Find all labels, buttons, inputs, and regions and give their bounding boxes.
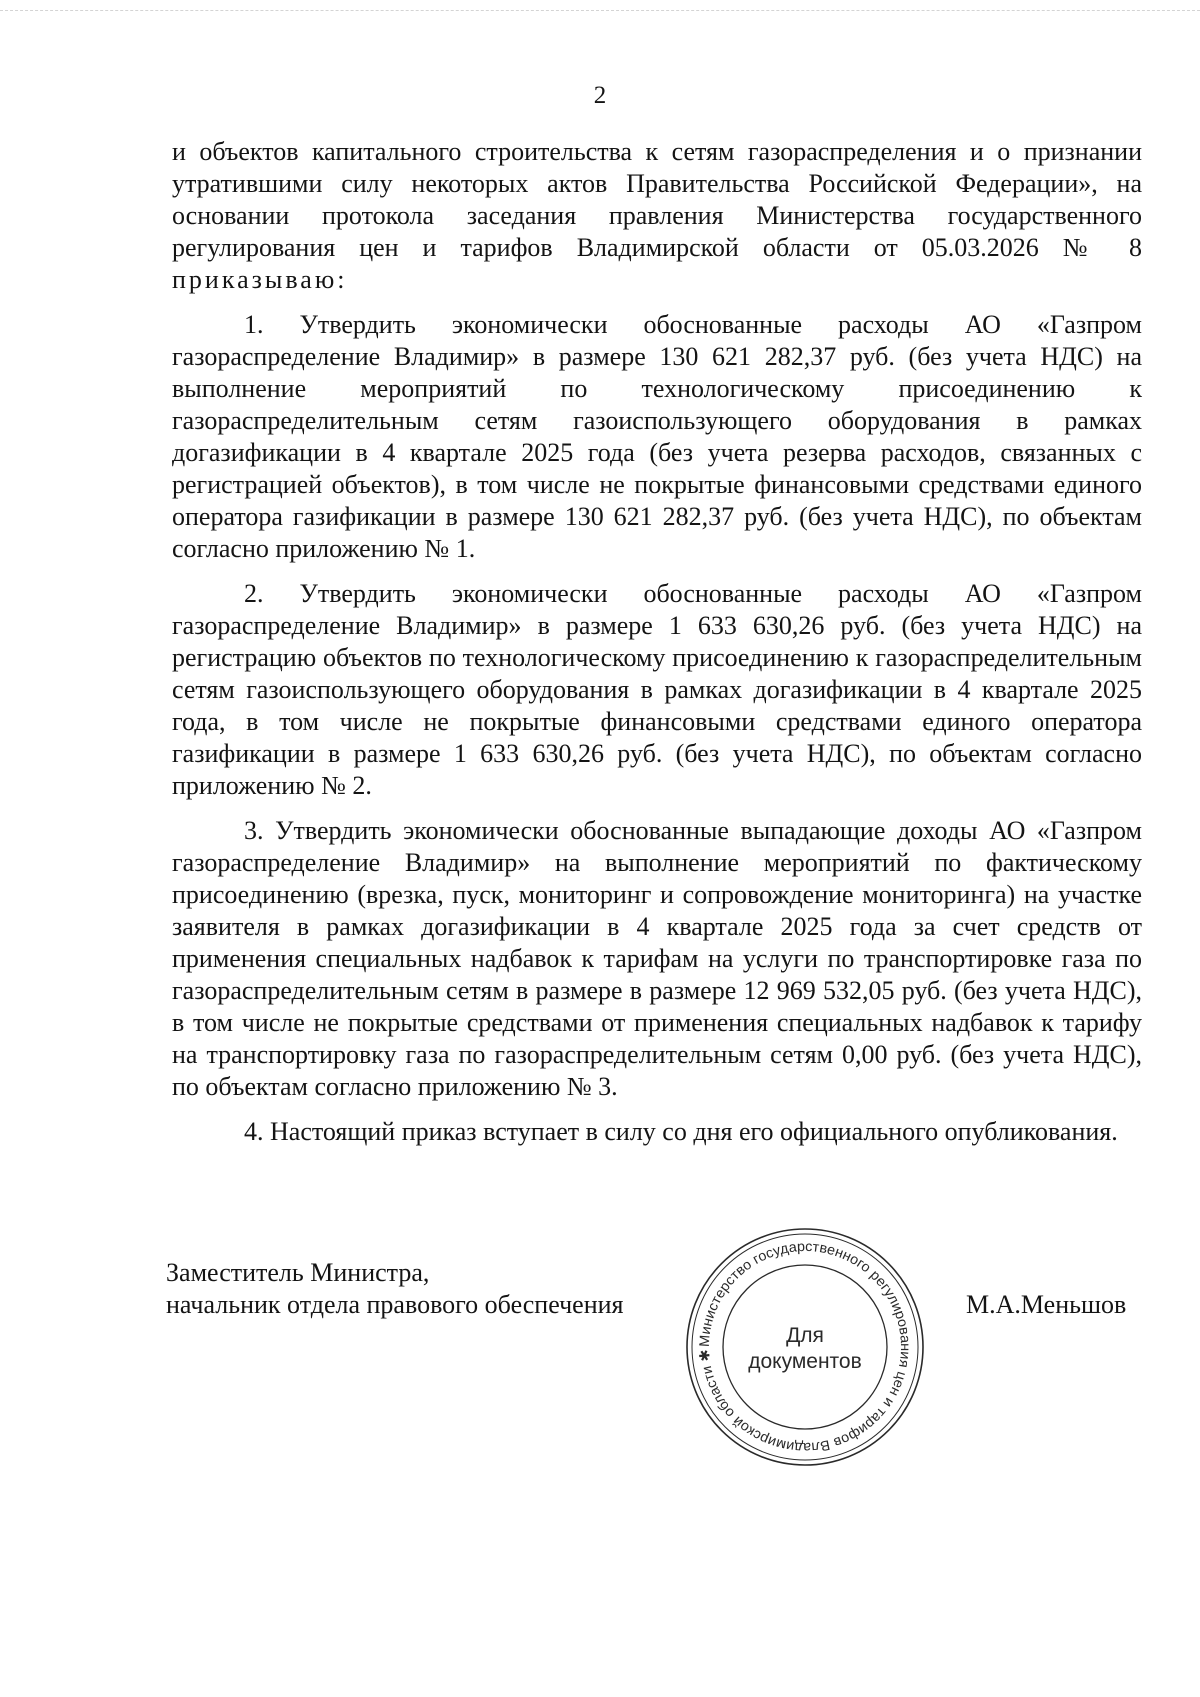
scan-edge-line: [0, 10, 1200, 11]
signer-name: М.А.Меньшов: [966, 1290, 1127, 1319]
signature-block: [166, 1257, 624, 1321]
stamp-center-line1: Для: [786, 1324, 824, 1347]
signer-position-line1: Заместитель Министра,: [166, 1258, 430, 1287]
page-number: 2: [593, 82, 607, 109]
stamp-outer-ring-inner: [692, 1234, 918, 1460]
order-item-1: 1. Утвердить экономически обоснованные расходы АО «Газпром газораспределение Владимир» в размере 130 621 282,37 руб. (без учета НДС) на выполнение мероприятий по технологическому присоединению к газораспределительным сетям газоиспользующего оборудования в рамках догазификации в 4 квартале 2025 года (без учета резерва расходов, связанных с регистрацией объектов), в том числе не покрытые финансовыми средствами единого оператора газификации в размере 130 621 282,37 руб. (без учета НДС), по объектам согласно приложению № 1.: [172, 310, 1142, 563]
stamp-inner-ring: [723, 1265, 887, 1429]
order-item-4: 4. Настоящий приказ вступает в силу со дня его официального опубликования.: [244, 1117, 1118, 1146]
intro-command: приказываю:: [172, 265, 348, 294]
signer-position-line2: начальник отдела правового обеспечения: [166, 1290, 624, 1319]
order-item-3: 3. Утвердить экономически обоснованные выпадающие доходы АО «Газпром газораспределение Владимир» на выполнение мероприятий по фактическому присоединению (врезка, пуск, мониторинг и сопровождение мониторинга) на участке заявителя в рамках догазификации в 4 квартале 2025 года за счет средств от применения специальных надбавок к тарифам на услуги по транспортировке газа по газораспределительным сетям в размере в размере 12 969 532,05 руб. (без учета НДС), в том числе не покрытые средствами от применения специальных надбавок к тарифу на транспортировку газа по газораспределительным сетям 0,00 руб. (без учета НДС), по объектам согласно приложению № 3.: [172, 816, 1142, 1101]
official-stamp: [683, 1225, 927, 1469]
intro-text: и объектов капитального строительства к сетям газораспределения и о признании утратившими силу некоторых актов Правительства Российской Федерации», на основании протокола заседания правления Министерства государственного регулирования цен и тарифов Владимирской области от 05.03.2026 № 8: [172, 137, 1142, 262]
order-item-2: 2. Утвердить экономически обоснованные расходы АО «Газпром газораспределение Владимир» в размере 1 633 630,26 руб. (без учета НДС) на регистрацию объектов по технологическому присоединению к газораспределительным сетям газоиспользующего оборудования в рамках догазификации в 4 квартале 2025 года, в том числе не покрытые финансовыми средствами единого оператора газификации в размере 1 633 630,26 руб. (без учета НДС), по объектам согласно приложению № 2.: [172, 579, 1142, 800]
document-body: [172, 136, 1142, 1161]
stamp-center-line2: документов: [748, 1350, 862, 1373]
stamp-ring-textpath: Министерство государственного регулирования цен и тарифов Владимирской области ✱: [695, 1237, 915, 1457]
intro-paragraph: [172, 136, 1142, 296]
